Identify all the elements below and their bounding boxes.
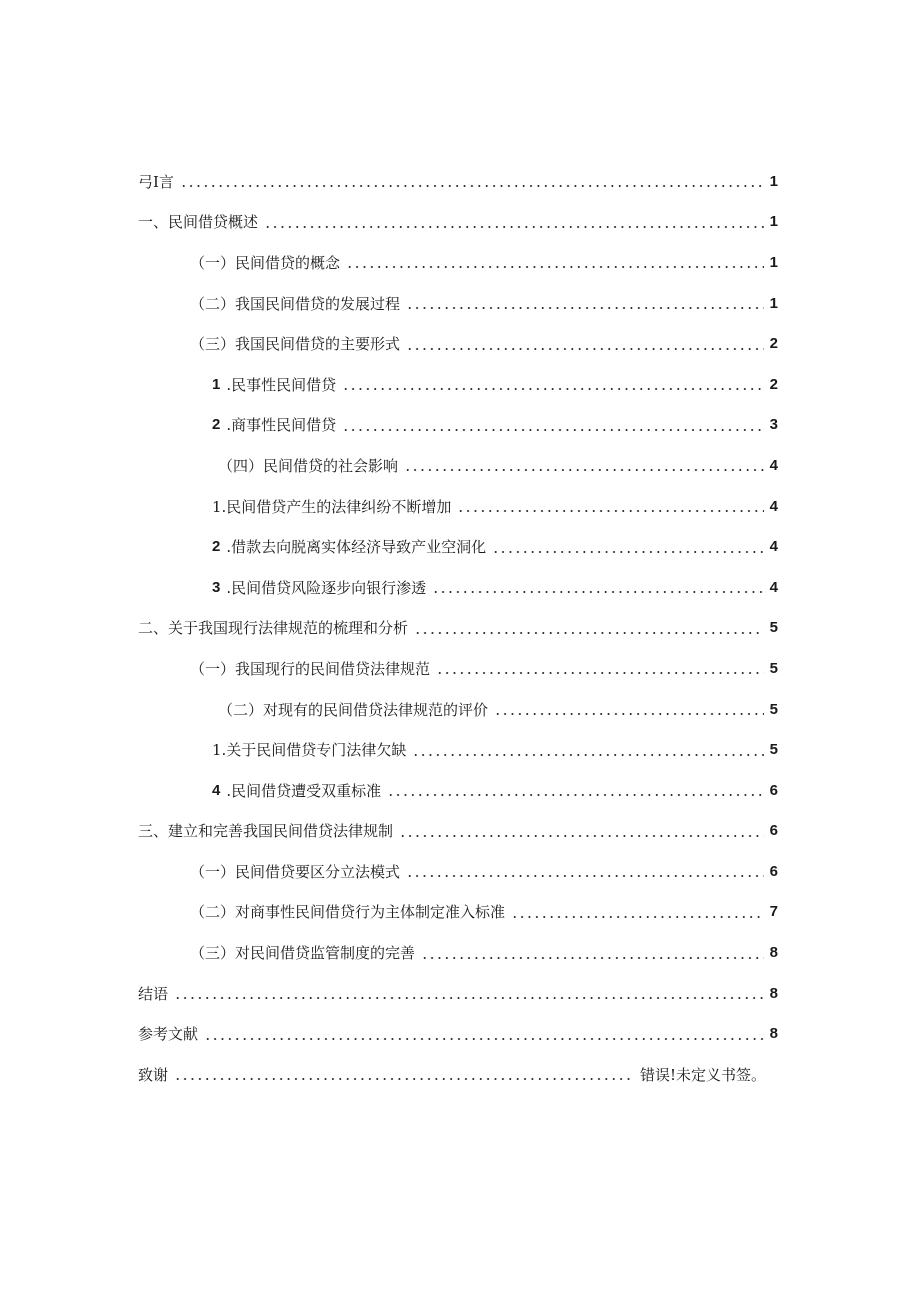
toc-entry-number: 3 — [212, 578, 221, 596]
toc-entry[interactable] — [138, 445, 778, 486]
toc-entry-page: 8 — [769, 984, 778, 1002]
toc-entry[interactable] — [138, 608, 778, 649]
toc-entry[interactable] — [138, 729, 778, 770]
toc-entry-label: 三、建立和完善我国民间借贷法律规制 — [138, 822, 394, 841]
toc-entry-number: 2 — [212, 416, 221, 434]
toc-entry-label: （二）对商事性民间借贷行为主体制定准入标准 — [190, 903, 506, 922]
table-of-contents — [138, 161, 778, 1095]
toc-entry[interactable] — [138, 405, 778, 446]
dot-leader — [457, 497, 764, 515]
toc-entry-label: 结语 — [138, 984, 169, 1003]
toc-entry[interactable] — [138, 486, 778, 527]
toc-entry-label: 一、民间借贷概述 — [138, 213, 259, 232]
toc-entry[interactable] — [138, 202, 778, 243]
dot-leader — [346, 253, 764, 271]
dot-leader — [399, 822, 764, 840]
toc-entry-page: 5 — [769, 741, 778, 759]
toc-entry-label: .民事性民间借贷 — [226, 375, 337, 394]
toc-entry[interactable] — [138, 892, 778, 933]
toc-entry-label: （四）民间借贷的社会影响 — [218, 456, 399, 475]
toc-entry-label: 参考文献 — [138, 1025, 199, 1044]
dot-leader — [421, 944, 764, 962]
toc-entry-label: 1.民间借贷产生的法律纠纷不断增加 — [212, 497, 452, 516]
toc-entry[interactable] — [138, 851, 778, 892]
dot-leader — [492, 538, 764, 556]
toc-entry-page: 6 — [769, 781, 778, 799]
toc-entry-label: （一）民间借贷要区分立法模式 — [190, 862, 401, 881]
toc-entry[interactable] — [138, 648, 778, 689]
toc-entry-page: 8 — [769, 1025, 778, 1043]
dot-leader — [387, 781, 764, 799]
dot-leader — [494, 700, 764, 718]
toc-entry-label: （三）对民间借贷监管制度的完善 — [190, 944, 416, 963]
toc-entry[interactable] — [138, 242, 778, 283]
toc-entry-page: 1 — [769, 213, 778, 231]
toc-entry-number: 4 — [212, 781, 221, 799]
toc-entry-number: 1 — [212, 375, 221, 393]
toc-entry[interactable] — [138, 1054, 766, 1095]
toc-entry-page: 1 — [769, 172, 778, 190]
toc-entry[interactable] — [138, 811, 778, 852]
toc-entry-page: 错误!未定义书签。 — [639, 1065, 766, 1084]
toc-entry-label: （二）对现有的民间借贷法律规范的评价 — [218, 700, 489, 719]
toc-entry-page: 2 — [769, 375, 778, 393]
toc-entry-page: 5 — [769, 659, 778, 677]
toc-entry[interactable] — [138, 973, 778, 1014]
dot-leader — [204, 1025, 764, 1043]
toc-entry-page: 5 — [769, 619, 778, 637]
toc-entry-label: （三）我国民间借贷的主要形式 — [190, 335, 401, 354]
dot-leader — [174, 1065, 634, 1083]
toc-entry[interactable] — [138, 932, 778, 973]
toc-entry[interactable] — [138, 323, 778, 364]
toc-entry-page: 2 — [769, 335, 778, 353]
toc-entry-label: 1.关于民间借贷专门法律欠缺 — [212, 741, 407, 760]
toc-entry-label: 弓I言 — [138, 172, 174, 191]
dot-leader — [174, 984, 764, 1002]
toc-entry-page: 6 — [769, 822, 778, 840]
toc-entry[interactable] — [138, 689, 778, 730]
toc-entry-page: 6 — [769, 862, 778, 880]
toc-entry-page: 3 — [769, 416, 778, 434]
toc-entry-page: 8 — [769, 944, 778, 962]
toc-entry-label: .商事性民间借贷 — [226, 416, 337, 435]
toc-entry-page: 4 — [769, 497, 778, 515]
dot-leader — [406, 862, 764, 880]
toc-entry-page: 7 — [769, 903, 778, 921]
toc-entry[interactable] — [138, 161, 778, 202]
toc-entry-label: .民间借贷遭受双重标准 — [226, 781, 382, 800]
dot-leader — [342, 375, 764, 393]
dot-leader — [264, 213, 764, 231]
dot-leader — [436, 659, 764, 677]
toc-entry-label: 二、关于我国现行法律规范的梳理和分析 — [138, 619, 409, 638]
toc-entry-number: 2 — [212, 538, 221, 556]
toc-entry-page: 1 — [769, 253, 778, 271]
toc-entry-label: 致谢 — [138, 1065, 169, 1084]
dot-leader — [414, 619, 764, 637]
toc-entry-label: （一）我国现行的民间借贷法律规范 — [190, 659, 431, 678]
dot-leader — [342, 416, 764, 434]
toc-entry-page: 5 — [769, 700, 778, 718]
toc-entry-label: .借款去向脱离实体经济导致产业空洞化 — [226, 538, 487, 557]
dot-leader — [180, 172, 764, 190]
toc-entry-page: 4 — [769, 578, 778, 596]
toc-entry-label: （一）民间借贷的概念 — [190, 253, 341, 272]
dot-leader — [404, 456, 764, 474]
toc-entry[interactable] — [138, 364, 778, 405]
dot-leader — [406, 335, 764, 353]
dot-leader — [432, 578, 764, 596]
toc-entry-label: （二）我国民间借贷的发展过程 — [190, 294, 401, 313]
dot-leader — [406, 294, 764, 312]
toc-entry[interactable] — [138, 567, 778, 608]
dot-leader — [412, 741, 764, 759]
dot-leader — [511, 903, 764, 921]
toc-entry[interactable] — [138, 770, 778, 811]
toc-entry[interactable] — [138, 526, 778, 567]
toc-entry-page: 4 — [769, 538, 778, 556]
toc-entry[interactable] — [138, 1013, 778, 1054]
toc-entry[interactable] — [138, 283, 778, 324]
toc-entry-label: .民间借贷风险逐步向银行渗透 — [226, 578, 427, 597]
toc-entry-page: 1 — [769, 294, 778, 312]
toc-entry-page: 4 — [769, 456, 778, 474]
